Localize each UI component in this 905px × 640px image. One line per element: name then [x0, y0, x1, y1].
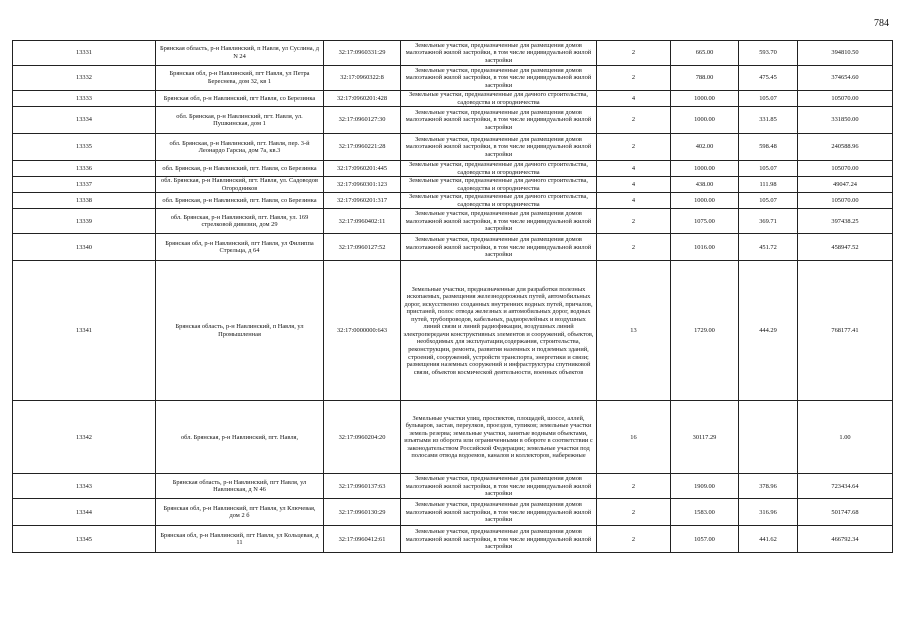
- land-use-cell: Земельные участки, предназначенные для размещения домов малоэтажной жилой застройки, в том числе индивидуальной жилой застройки: [401, 107, 597, 134]
- land-use-cell: Земельные участки, предназначенные для дачного строительства, садоводства и огородничества: [401, 177, 597, 193]
- area-cell: 1000.00: [671, 161, 739, 177]
- cadastral-number-cell: 32:17:0960221:28: [324, 134, 401, 161]
- cadastral-number-cell: 32:17:0960402:11: [324, 209, 401, 234]
- row-id-cell: 13342: [13, 401, 156, 474]
- group-cell: 4: [597, 91, 671, 107]
- land-use-cell: Земельные участки, предназначенные для дачного строительства, садоводства и огородничества: [401, 161, 597, 177]
- rate-cell: 441.62: [739, 526, 798, 553]
- table-row: [13, 161, 893, 177]
- group-cell: 4: [597, 161, 671, 177]
- cadastral-number-cell: 32:17:0960137:63: [324, 474, 401, 499]
- cadastral-value-cell: 768177.41: [798, 261, 893, 401]
- page-number: 784: [874, 18, 889, 29]
- address-cell: обл. Брянская, р-н Навлинский, пгт. Навля, ул. 169 стрелковой дивизии, дом 29: [156, 209, 324, 234]
- row-id-cell: 13334: [13, 107, 156, 134]
- cadastral-value-cell: 105070.00: [798, 193, 893, 209]
- area-cell: 30117.29: [671, 401, 739, 474]
- rate-cell: 105.07: [739, 161, 798, 177]
- rate-cell: 369.71: [739, 209, 798, 234]
- cadastral-number-cell: 32:17:0960204:20: [324, 401, 401, 474]
- rate-cell: 105.07: [739, 193, 798, 209]
- row-id-cell: 13335: [13, 134, 156, 161]
- cadastral-value-cell: 374654.60: [798, 66, 893, 91]
- row-id-cell: 13339: [13, 209, 156, 234]
- table-row: [13, 91, 893, 107]
- table-row: [13, 177, 893, 193]
- land-use-cell: Земельные участки, предназначенные для размещения домов малоэтажной жилой застройки, в том числе индивидуальной жилой застройки: [401, 499, 597, 526]
- address-cell: Брянская обл, р-н Навлинский, пгт Навля, ул Петра Береснева, дом 32, кв 1: [156, 66, 324, 91]
- group-cell: 2: [597, 134, 671, 161]
- row-id-cell: 13343: [13, 474, 156, 499]
- address-cell: обл. Брянская, р-н Навлинский, пгт. Навля, пер. 3-й Леонардо Гарсиа, дом 7а, кв.3: [156, 134, 324, 161]
- cadastral-number-cell: 32:17:0960201:428: [324, 91, 401, 107]
- area-cell: 1729.00: [671, 261, 739, 401]
- table-row: [13, 261, 893, 401]
- group-cell: 2: [597, 526, 671, 553]
- area-cell: 788.00: [671, 66, 739, 91]
- rate-cell: 475.45: [739, 66, 798, 91]
- land-use-cell: Земельные участки, предназначенные для размещения домов малоэтажной жилой застройки, в том числе индивидуальной жилой застройки: [401, 134, 597, 161]
- land-use-cell: Земельные участки улиц, проспектов, площадей, шоссе, аллей, бульваров, застав, переулков, проездов, тупиков; земельные участки земель резерва; земельные участки, занятые водными объектами, изъятыми из оборота или ограниченными в обороте в соответствии с законодательством Российской Федерации; земельные участки под полосами отвода водоемов, каналов и коллекторов, набережные: [401, 401, 597, 474]
- land-use-cell: Земельные участки, предназначенные для размещения домов малоэтажной жилой застройки, в том числе индивидуальной жилой застройки: [401, 234, 597, 261]
- table-row: [13, 234, 893, 261]
- cadastral-value-cell: 331850.00: [798, 107, 893, 134]
- area-cell: 1000.00: [671, 91, 739, 107]
- cadastral-number-cell: 32:17:0960331:29: [324, 41, 401, 66]
- table-row: [13, 401, 893, 474]
- cadastral-number-cell: 32:17:0960301:123: [324, 177, 401, 193]
- address-cell: Брянская обл, р-н Навлинский, пгт Навля, ул Ключевая, дом 2 б: [156, 499, 324, 526]
- table-row: [13, 41, 893, 66]
- address-cell: Брянская обл, р-н Навлинский, пгт Навля, ул Кольцевая, д 11: [156, 526, 324, 553]
- row-id-cell: 13344: [13, 499, 156, 526]
- area-cell: 1000.00: [671, 193, 739, 209]
- cadastral-value-cell: 394810.50: [798, 41, 893, 66]
- group-cell: 2: [597, 66, 671, 91]
- cadastral-number-cell: 32:17:0960322:8: [324, 66, 401, 91]
- cadastral-value-cell: 105070.00: [798, 161, 893, 177]
- rate-cell: 378.96: [739, 474, 798, 499]
- row-id-cell: 13337: [13, 177, 156, 193]
- cadastral-number-cell: 32:17:0960127:30: [324, 107, 401, 134]
- rate-cell: 316.96: [739, 499, 798, 526]
- address-cell: Брянская область, р-н Навлинский, пгт Навля, ул Навлинская, д N 46: [156, 474, 324, 499]
- group-cell: 4: [597, 177, 671, 193]
- table-row: [13, 66, 893, 91]
- rate-cell: 105.07: [739, 91, 798, 107]
- rate-cell: 598.48: [739, 134, 798, 161]
- row-id-cell: 13341: [13, 261, 156, 401]
- group-cell: 2: [597, 41, 671, 66]
- row-id-cell: 13345: [13, 526, 156, 553]
- area-cell: 402.00: [671, 134, 739, 161]
- row-id-cell: 13333: [13, 91, 156, 107]
- address-cell: Брянская область, р-н Навлинский, п Навля, ул Суслина, д N 24: [156, 41, 324, 66]
- cadastral-value-cell: 240588.96: [798, 134, 893, 161]
- land-use-cell: Земельные участки, предназначенные для дачного строительства, садоводства и огородничества: [401, 193, 597, 209]
- address-cell: Брянская область, р-н Навлинский, п Навля, ул Промышленная: [156, 261, 324, 401]
- group-cell: 16: [597, 401, 671, 474]
- land-use-cell: Земельные участки, предназначенные для размещения домов малоэтажной жилой застройки, в том числе индивидуальной жилой застройки: [401, 209, 597, 234]
- address-cell: обл. Брянская, р-н Навлинский, пгт. Навля, со Березинка: [156, 161, 324, 177]
- group-cell: 2: [597, 107, 671, 134]
- row-id-cell: 13338: [13, 193, 156, 209]
- area-cell: 665.00: [671, 41, 739, 66]
- address-cell: обл. Брянская, р-н Навлинский, пгт. Навля, ул. Садоводов Огородников: [156, 177, 324, 193]
- row-id-cell: 13331: [13, 41, 156, 66]
- cadastral-number-cell: 32:17:0960201:317: [324, 193, 401, 209]
- registry-rows: [13, 41, 893, 553]
- area-cell: 1057.00: [671, 526, 739, 553]
- area-cell: 438.00: [671, 177, 739, 193]
- table-row: [13, 474, 893, 499]
- cadastral-number-cell: 32:17:0960201:445: [324, 161, 401, 177]
- table-row: [13, 193, 893, 209]
- cadastral-value-cell: 501747.68: [798, 499, 893, 526]
- address-cell: обл. Брянская, р-н Навлинский, пгт. Навля, со Березинка: [156, 193, 324, 209]
- group-cell: 2: [597, 234, 671, 261]
- rate-cell: [739, 401, 798, 474]
- rate-cell: 451.72: [739, 234, 798, 261]
- rate-cell: 111.98: [739, 177, 798, 193]
- address-cell: обл. Брянская, р-н Навлинский, пгт. Навля, ул. Пушкинская, дом 1: [156, 107, 324, 134]
- address-cell: Брянская обл, р-н Навлинский, пгт Навля, со Березинка: [156, 91, 324, 107]
- table-row: [13, 209, 893, 234]
- row-id-cell: 13336: [13, 161, 156, 177]
- address-cell: Брянская обл, р-н Навлинский, пгт Навля, ул Филиппа Стрельца, д 64: [156, 234, 324, 261]
- land-use-cell: Земельные участки, предназначенные для разработки полезных ископаемых, размещения железнодорожных путей, автомобильных дорог, искусственно созданных внутренних водных путей, причалов, пристаней, полос отвода железных и автомобильных дорог, водных путей, трубопроводов, кабельных, радиорелейных и воздушных линий связи и линий радиофикации, воздушных линий электропередачи конструктивных элементов и сооружений, объектов, необходимых для эксплуатации,содержания, строительства, реконструкции, ремонта, развития наземных и подземных зданий, строений, сооружений, устройств транспорта, энергетики и связи; размещения наземных сооружений и инфраструктуры спутниковой связи, объектов космической деятельности, военных объектов: [401, 261, 597, 401]
- row-id-cell: 13340: [13, 234, 156, 261]
- group-cell: 2: [597, 474, 671, 499]
- address-cell: обл. Брянская, р-н Навлинский, пгт. Навля,: [156, 401, 324, 474]
- rate-cell: 444.29: [739, 261, 798, 401]
- land-use-cell: Земельные участки, предназначенные для дачного строительства, садоводства и огородничества: [401, 91, 597, 107]
- area-cell: 1075.00: [671, 209, 739, 234]
- cadastral-number-cell: 32:17:0000000:643: [324, 261, 401, 401]
- cadastral-value-cell: 397438.25: [798, 209, 893, 234]
- area-cell: 1000.00: [671, 107, 739, 134]
- cadastral-value-cell: 105070.00: [798, 91, 893, 107]
- area-cell: 1016.00: [671, 234, 739, 261]
- group-cell: 13: [597, 261, 671, 401]
- rate-cell: 331.85: [739, 107, 798, 134]
- area-cell: 1583.00: [671, 499, 739, 526]
- table-row: [13, 499, 893, 526]
- cadastral-number-cell: 32:17:0960127:52: [324, 234, 401, 261]
- land-use-cell: Земельные участки, предназначенные для размещения домов малоэтажной жилой застройки, в том числе индивидуальной жилой застройки: [401, 41, 597, 66]
- land-use-cell: Земельные участки, предназначенные для размещения домов малоэтажной жилой застройки, в том числе индивидуальной жилой застройки: [401, 474, 597, 499]
- row-id-cell: 13332: [13, 66, 156, 91]
- group-cell: 2: [597, 499, 671, 526]
- cadastral-value-cell: 723434.64: [798, 474, 893, 499]
- cadastral-number-cell: 32:17:0960412:61: [324, 526, 401, 553]
- land-use-cell: Земельные участки, предназначенные для размещения домов малоэтажной жилой застройки, в том числе индивидуальной жилой застройки: [401, 526, 597, 553]
- table-row: [13, 134, 893, 161]
- cadastral-value-cell: 1.00: [798, 401, 893, 474]
- land-use-cell: Земельные участки, предназначенные для размещения домов малоэтажной жилой застройки, в том числе индивидуальной жилой застройки: [401, 66, 597, 91]
- rate-cell: 593.70: [739, 41, 798, 66]
- area-cell: 1909.00: [671, 474, 739, 499]
- group-cell: 4: [597, 193, 671, 209]
- cadastral-value-cell: 49047.24: [798, 177, 893, 193]
- registry-table: [12, 40, 893, 553]
- cadastral-number-cell: 32:17:0960130:29: [324, 499, 401, 526]
- table-row: [13, 107, 893, 134]
- group-cell: 2: [597, 209, 671, 234]
- table-row: [13, 526, 893, 553]
- cadastral-value-cell: 466792.34: [798, 526, 893, 553]
- cadastral-value-cell: 458947.52: [798, 234, 893, 261]
